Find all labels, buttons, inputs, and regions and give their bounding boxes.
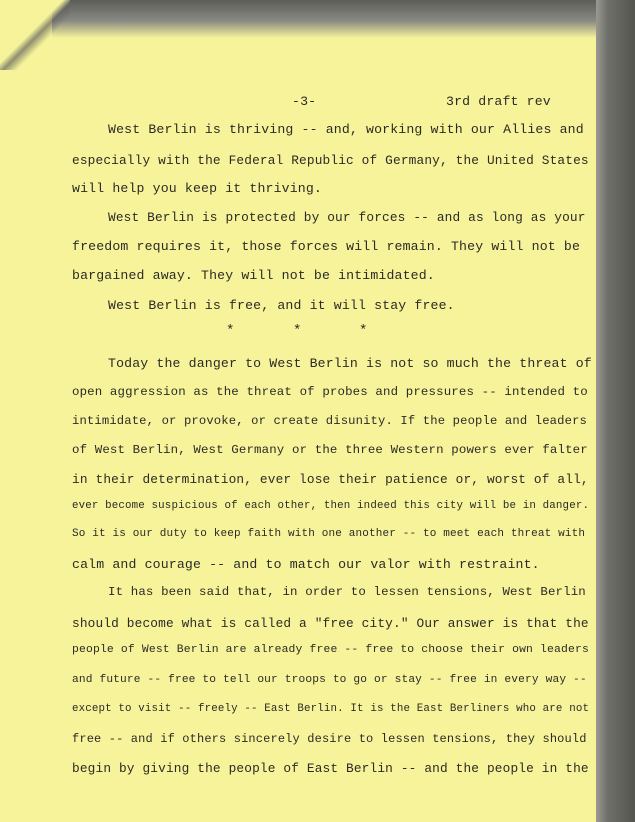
body-line: It has been said that, in order to lessen tensions, West Berlin — [108, 585, 586, 599]
body-line: ever become suspicious of each other, then indeed this city will be in danger. — [72, 500, 590, 512]
body-line: except to visit -- freely -- East Berlin. It is the East Berliners who are not — [72, 703, 590, 715]
body-line: Today the danger to West Berlin is not so much the threat of — [108, 356, 592, 371]
draft-label: 3rd draft rev — [446, 94, 551, 109]
scan-shadow-right — [596, 0, 635, 822]
body-line: calm and courage -- and to match our valor with restraint. — [72, 557, 540, 572]
body-line: intimidate, or provoke, or create disunity. If the people and leaders — [72, 414, 587, 428]
body-line: in their determination, ever lose their patience or, worst of all, — [72, 472, 589, 487]
separator-star: * — [226, 323, 235, 339]
body-line: freedom requires it, those forces will remain. They will not be — [72, 239, 581, 254]
body-line: and future -- free to tell our troops to go or stay -- free in every way -- — [72, 674, 587, 686]
separator-star: * — [359, 323, 368, 339]
body-line: So it is our duty to keep faith with one another -- to meet each threat with — [72, 528, 586, 540]
body-line: will help you keep it thriving. — [72, 181, 322, 196]
page-number: -3- — [292, 94, 317, 109]
separator-star: * — [293, 323, 302, 339]
body-line: begin by giving the people of East Berlin -- and the people in the — [72, 761, 589, 776]
body-line: West Berlin is free, and it will stay free. — [108, 298, 455, 313]
body-line: especially with the Federal Republic of Germany, the United States — [72, 153, 589, 168]
page-fold-corner — [0, 0, 70, 70]
body-line: people of West Berlin are already free -- free to choose their own leaders — [72, 644, 589, 656]
body-line: should become what is called a "free city." Our answer is that the — [72, 616, 589, 631]
body-line: bargained away. They will not be intimidated. — [72, 268, 435, 283]
body-line: of West Berlin, West Germany or the three Western powers ever falter — [72, 443, 588, 457]
body-line: West Berlin is thriving -- and, working with our Allies and — [108, 122, 584, 137]
body-line: open aggression as the threat of probes and pressures -- intended to — [72, 385, 588, 399]
body-line: free -- and if others sincerely desire to lessen tensions, they should — [72, 732, 587, 746]
body-line: West Berlin is protected by our forces -- and as long as your — [108, 210, 586, 225]
scan-shadow-top — [52, 0, 635, 38]
